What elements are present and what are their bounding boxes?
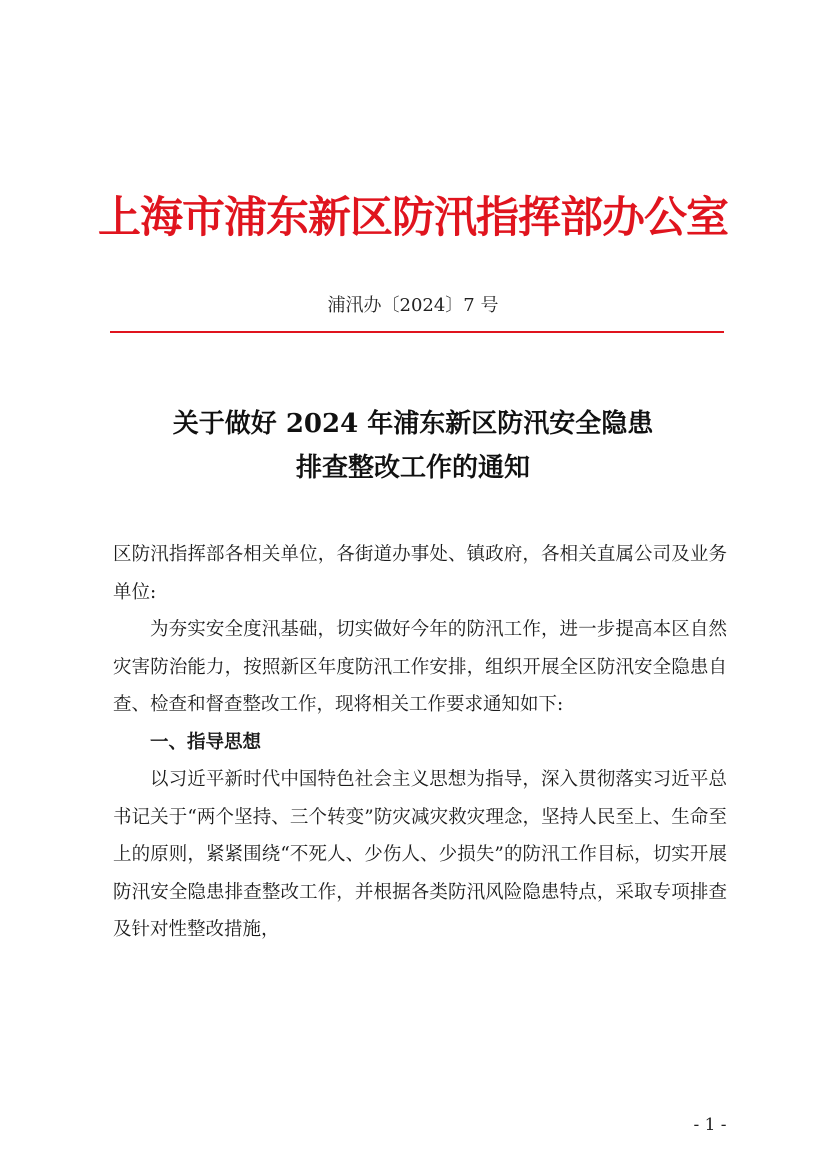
- document-number: 浦汛办〔2024〕7 号: [327, 295, 499, 316]
- section-heading: 一、指导思想: [150, 731, 262, 753]
- document-body: [113, 536, 727, 949]
- red-divider: [110, 331, 724, 333]
- intro-paragraph: 为夯实安全度汛基础，切实做好今年的防汛工作，进一步提高本区自然灾害防治能力，按照新区年度防汛工作安排，组织开展全区防汛安全隐患自查、检查和督查整改工作，现将相关工作要求通知如下:: [113, 619, 727, 715]
- title-line-1: 关于做好 2024 年浦东新区防汛安全隐患: [172, 409, 654, 439]
- document-title: [0, 402, 826, 490]
- org-header: 上海市浦东新区防汛指挥部办公室: [98, 193, 728, 243]
- title-line-2: 排查整改工作的通知: [295, 453, 530, 483]
- addressee: 区防汛指挥部各相关单位，各街道办事处、镇政府，各相关直属公司及业务单位:: [113, 544, 727, 603]
- page-number: - 1 -: [693, 1115, 727, 1135]
- guiding-principle-paragraph: 以习近平新时代中国特色社会主义思想为指导，深入贯彻落实习近平总书记关于“两个坚持、三个转变”防灾减灾救灾理念，坚持人民至上、生命至上的原则，紧紧围绕“不死人、少伤人、少损失”的防汛工作目标，切实开展防汛安全隐患排查整改工作，并根据各类防汛风险隐患特点，采取专项排查及针对性整改措施，: [113, 769, 727, 940]
